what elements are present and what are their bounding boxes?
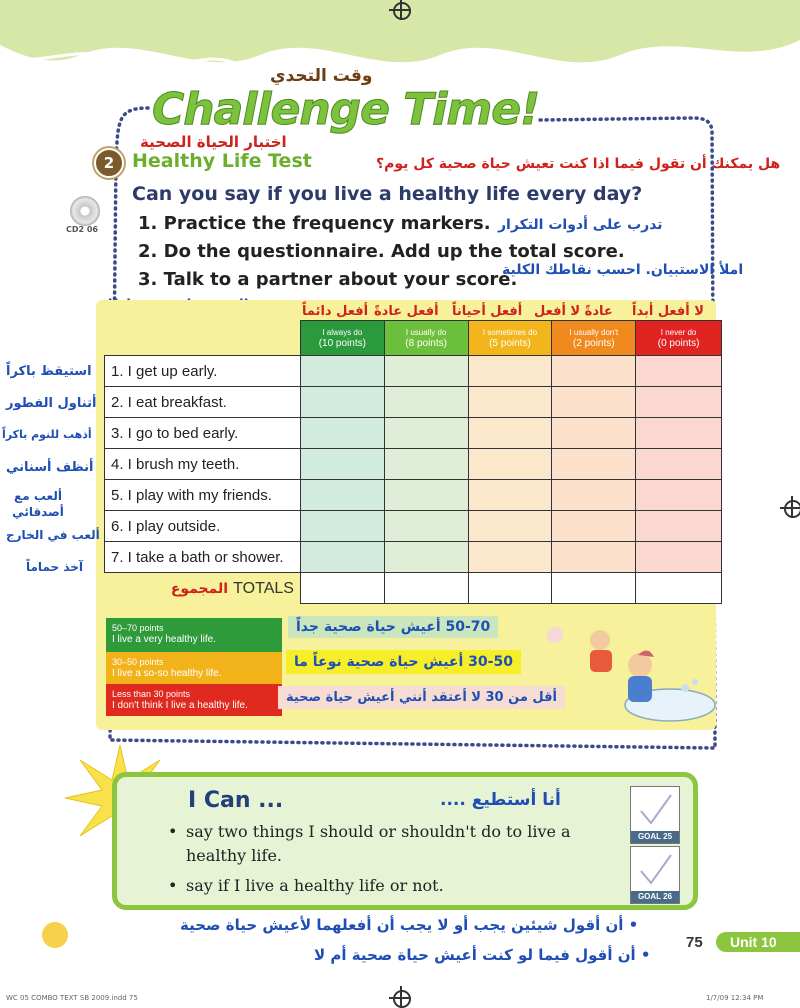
answer-cell[interactable]	[636, 449, 722, 480]
score-medium-arabic: 30-50 أعيش حياة صحية نوعاً ما	[286, 650, 521, 674]
title-arabic: وقت التحدي	[270, 66, 373, 86]
answer-cell[interactable]	[384, 387, 468, 418]
answer-cell[interactable]	[384, 511, 468, 542]
answer-cell[interactable]	[384, 418, 468, 449]
totals-row	[105, 573, 722, 604]
row-label-arabic-1: أتناول الفطور	[6, 396, 97, 411]
score-band-low: Less than 30 points I don't think I live a healthy life.	[106, 684, 282, 716]
activity-number-badge: 2	[94, 148, 124, 178]
step-2-arabic: املأ الاستبيان. احسب نقاطك الكلية	[502, 262, 744, 278]
answer-cell[interactable]	[300, 418, 384, 449]
answer-cell[interactable]	[468, 418, 552, 449]
questionnaire-table	[104, 320, 722, 604]
table-row	[105, 449, 722, 480]
table-row	[105, 356, 722, 387]
i-can-title: I Can ...	[188, 788, 284, 813]
answer-cell[interactable]	[636, 356, 722, 387]
answer-cell[interactable]	[468, 449, 552, 480]
row-label: 7. I take a bath or shower.	[105, 542, 301, 573]
answer-cell[interactable]	[636, 418, 722, 449]
answer-cell[interactable]	[552, 356, 636, 387]
page-number: 75	[686, 934, 703, 951]
i-can-item-1-arabic: • أن أقول شيئين يجب أو لا يجب أن أفعلهما لأعيش حياة صحية	[180, 916, 639, 934]
answer-cell[interactable]	[636, 480, 722, 511]
score-band-medium: 30–50 points I live a so-so healthy life.	[106, 652, 282, 684]
checkmark-icon	[631, 847, 679, 891]
goal-26-label: GOAL 26	[631, 891, 679, 903]
goal-25-label: GOAL 25	[631, 831, 679, 843]
total-cell[interactable]	[384, 573, 468, 604]
goal-25-checkbox[interactable]	[630, 786, 680, 844]
column-header: I sometimes do (5 points)	[468, 321, 552, 356]
checkmark-icon	[631, 787, 679, 831]
answer-cell[interactable]	[300, 387, 384, 418]
table-row	[105, 542, 722, 573]
registration-mark-bottom	[393, 990, 411, 1008]
row-label-arabic-3: أنظف أسناني	[6, 460, 94, 475]
goal-26-checkbox[interactable]	[630, 846, 680, 904]
row-label: 5. I play with my friends.	[105, 480, 301, 511]
row-label: 3. I go to bed early.	[105, 418, 301, 449]
answer-cell[interactable]	[300, 511, 384, 542]
total-cell[interactable]	[468, 573, 552, 604]
step-1-arabic: تدرب على أدوات التكرار	[498, 217, 663, 233]
answer-cell[interactable]	[300, 542, 384, 573]
table-row	[105, 480, 722, 511]
answer-cell[interactable]	[552, 387, 636, 418]
publisher-logo-icon	[42, 922, 68, 948]
table-row	[105, 418, 722, 449]
row-label-arabic-5: ألعب في الخارج	[6, 528, 100, 542]
answer-cell[interactable]	[552, 480, 636, 511]
answer-cell[interactable]	[468, 511, 552, 542]
answer-cell[interactable]	[384, 356, 468, 387]
answer-cell[interactable]	[468, 480, 552, 511]
table-row	[105, 387, 722, 418]
answer-cell[interactable]	[636, 511, 722, 542]
column-header-arabic-1: أفعل عادةً	[374, 304, 439, 319]
print-slug-left: WC 05 COMBO TEXT SB 2009.indd 75	[6, 994, 138, 1002]
totals-label: TOTALS	[233, 580, 294, 598]
unit-badge: Unit 10	[716, 932, 800, 952]
answer-cell[interactable]	[468, 356, 552, 387]
answer-cell[interactable]	[300, 449, 384, 480]
cd-icon	[70, 196, 100, 226]
answer-cell[interactable]	[468, 542, 552, 573]
total-cell[interactable]	[636, 573, 722, 604]
row-label-arabic-2: أذهب للنوم باكراً	[2, 428, 92, 441]
i-can-title-arabic: أنا أستطيع ....	[440, 790, 561, 810]
row-label: 4. I brush my teeth.	[105, 449, 301, 480]
column-header: I usually do (8 points)	[384, 321, 468, 356]
answer-cell[interactable]	[300, 480, 384, 511]
column-header-arabic-0: أفعل دائماً	[302, 304, 369, 319]
answer-cell[interactable]	[636, 387, 722, 418]
totals-label-arabic: المجموع	[170, 581, 229, 598]
answer-cell[interactable]	[384, 449, 468, 480]
column-header: I usually don't (2 points)	[552, 321, 636, 356]
i-can-item-2-arabic: • أن أقول فيما لو كنت أعيش حياة صحية أم لا	[314, 946, 651, 964]
question-arabic: هل يمكنك أن تقول فيما اذا كنت تعيش حياة صحية كل يوم؟	[376, 156, 781, 172]
answer-cell[interactable]	[552, 511, 636, 542]
step-3: 3. Talk to a partner about your score.	[138, 269, 518, 290]
column-header: I never do (0 points)	[636, 321, 722, 356]
kids-illustration	[520, 610, 720, 730]
answer-cell[interactable]	[384, 480, 468, 511]
answer-cell[interactable]	[552, 542, 636, 573]
table-row	[105, 511, 722, 542]
i-can-item-2: • say if I live a healthy life or not.	[168, 876, 444, 895]
row-label: 6. I play outside.	[105, 511, 301, 542]
column-header: I always do (10 points)	[300, 321, 384, 356]
row-label: 2. I eat breakfast.	[105, 387, 301, 418]
score-low-arabic: أقل من 30 لا أعتقد أنني أعيش حياة صحية	[278, 686, 565, 709]
step-1: 1. Practice the frequency markers.	[138, 213, 491, 234]
row-label-arabic-6: آخذ حماماً	[26, 560, 84, 574]
score-high-arabic: 50-70 أعيش حياة صحية جداً	[288, 616, 498, 638]
answer-cell[interactable]	[300, 356, 384, 387]
row-label-arabic-4: ألعب مع أصدقائي	[12, 489, 64, 519]
column-header-arabic-4: لا أفعل أبداً	[632, 304, 704, 319]
question-text: Can you say if you live a healthy life every day?	[132, 183, 643, 205]
print-slug-right: 1/7/09 12:34 PM	[706, 994, 764, 1002]
answer-cell[interactable]	[636, 542, 722, 573]
answer-cell[interactable]	[552, 449, 636, 480]
column-header-arabic-2: أفعل أحياناً	[452, 304, 523, 319]
row-label: 1. I get up early.	[105, 356, 301, 387]
challenge-time-title: Challenge Time!	[152, 84, 540, 135]
total-cell[interactable]	[552, 573, 636, 604]
activity-title: Healthy Life Test	[132, 150, 312, 172]
cd-label: CD2 06	[66, 225, 98, 234]
activity-title-arabic: اختبار الحياة الصحية	[140, 133, 287, 151]
table-header-row	[105, 321, 722, 356]
totals-label-cell	[105, 573, 301, 604]
answer-cell[interactable]	[384, 542, 468, 573]
row-label-arabic-0: استيقظ باكراً	[6, 364, 92, 379]
column-header-arabic-3: عادةً لا أفعل	[534, 304, 613, 319]
answer-cell[interactable]	[552, 418, 636, 449]
total-cell[interactable]	[300, 573, 384, 604]
answer-cell[interactable]	[468, 387, 552, 418]
score-band-high: 50–70 points I live a very healthy life.	[106, 618, 282, 652]
i-can-item-1: • say two things I should or shouldn't do to live a healthy life.	[168, 822, 571, 865]
step-2: 2. Do the questionnaire. Add up the total score.	[138, 241, 625, 262]
